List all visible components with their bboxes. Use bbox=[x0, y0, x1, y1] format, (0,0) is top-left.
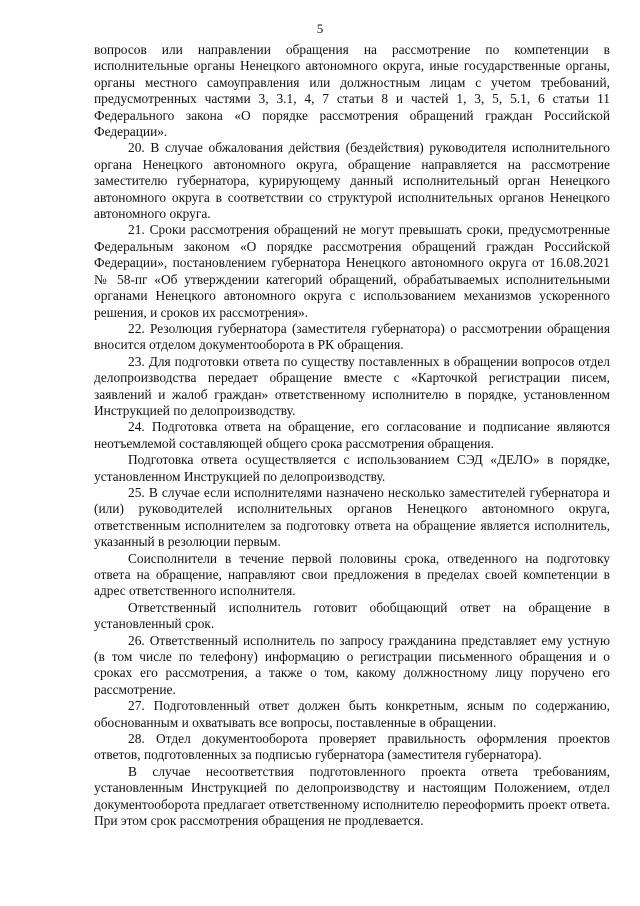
paragraph-22: 22. Резолюция губернатора (заместителя губернатора) о рассмотрении обращения вносится отделом документооборота в РК обращения. bbox=[94, 320, 610, 353]
paragraph-28-sub: В случае несоответствия подготовленного проекта ответа требованиям, установленным Инструкцией по делопроизводству и настоящим Положением, отдел документооборота предлагает ответственному исполнителю переоформить проект ответа. При этом срок рассмотрения обращения не продлевается. bbox=[94, 763, 610, 829]
paragraph-28: 28. Отдел документооборота проверяет правильность оформления проектов ответов, подготовленных за подписью губернатора (заместителя губернатора). bbox=[94, 731, 610, 763]
paragraph-25-sub-2: Ответственный исполнитель готовит обобщающий ответ на обращение в установленный срок. bbox=[94, 599, 610, 632]
document-body bbox=[94, 42, 610, 830]
paragraph-26: 26. Ответственный исполнитель по запросу гражданина представляет ему устную (в том числе по телефону) информацию о регистрации письменного обращения и о сроках его рассмотрения, а также о том, какому должностному лицу поручено его рассмотрение. bbox=[94, 632, 610, 697]
paragraph-25: 25. В случае если исполнителями назначено несколько заместителей губернатора и (или) руководителей исполнительных органов Ненецкого автономного округа, ответственным исполнителем за подготовку ответа на обращение является исполнитель, указанный в резолюции первым. bbox=[94, 484, 610, 550]
paragraph-24: 24. Подготовка ответа на обращение, его согласование и подписание являются неотъемлемой составляющей общего срока рассмотрения обращения. bbox=[94, 419, 610, 451]
paragraph-27: 27. Подготовленный ответ должен быть конкретным, ясным по содержанию, обоснованным и охватывать все вопросы, поставленные в обращении. bbox=[94, 698, 610, 730]
paragraph-23: 23. Для подготовки ответа по существу поставленных в обращении вопросов отдел делопроизводства передает обращение вместе с «Карточкой регистрации писем, заявлений и жалоб граждан» ответственному исполнителю в порядке, установленном Инструкцией по делопроизводству. bbox=[94, 353, 610, 418]
page-number: 5 bbox=[316, 21, 324, 36]
paragraph-20: 20. В случае обжалования действия (бездействия) руководителя исполнительного органа Ненецкого автономного округа, обращение направляется на рассмотрение заместителю губернатора, курирующему данный исполнительный орган Ненецкого автономного округа в соответствии со структурой исполнительных органов Ненецкого автономного округа. bbox=[94, 140, 610, 222]
paragraph-21: 21. Сроки рассмотрения обращений не могут превышать сроки, предусмотренные Федеральным законом «О порядке рассмотрения обращений граждан Российской Федерации», постановлением губернатора Ненецкого автономного округа от 16.08.2021 № 58-пг «Об утверждении категорий обращений, обрабатываемых исполнительными органами Ненецкого автономного округа с использованием механизмов ускоренного решения, и сроков их рассмотрения». bbox=[94, 222, 610, 320]
paragraph-continuation: вопросов или направлении обращения на рассмотрение по компетенции в исполнительные органы Ненецкого автономного округа, иные государственные органы, органы местного самоуправления или должностным лицам с учетом требований, предусмотренных частями 3, 3.1, 4, 7 статьи 8 и частей 1, 3, 5, 5.1, 6 статьи 11 Федерального закона «О порядке рассмотрения обращений граждан Российской Федерации». bbox=[94, 42, 610, 140]
paragraph-25-sub-1: Соисполнители в течение первой половины срока, отведенного на подготовку ответа на обращение, направляют свои предложения в пределах своей компетенции в адрес ответственного исполнителя. bbox=[94, 550, 610, 599]
paragraph-24-sub: Подготовка ответа осуществляется с использованием СЭД «ДЕЛО» в порядке, установленном Инструкцией по делопроизводству. bbox=[94, 452, 610, 484]
